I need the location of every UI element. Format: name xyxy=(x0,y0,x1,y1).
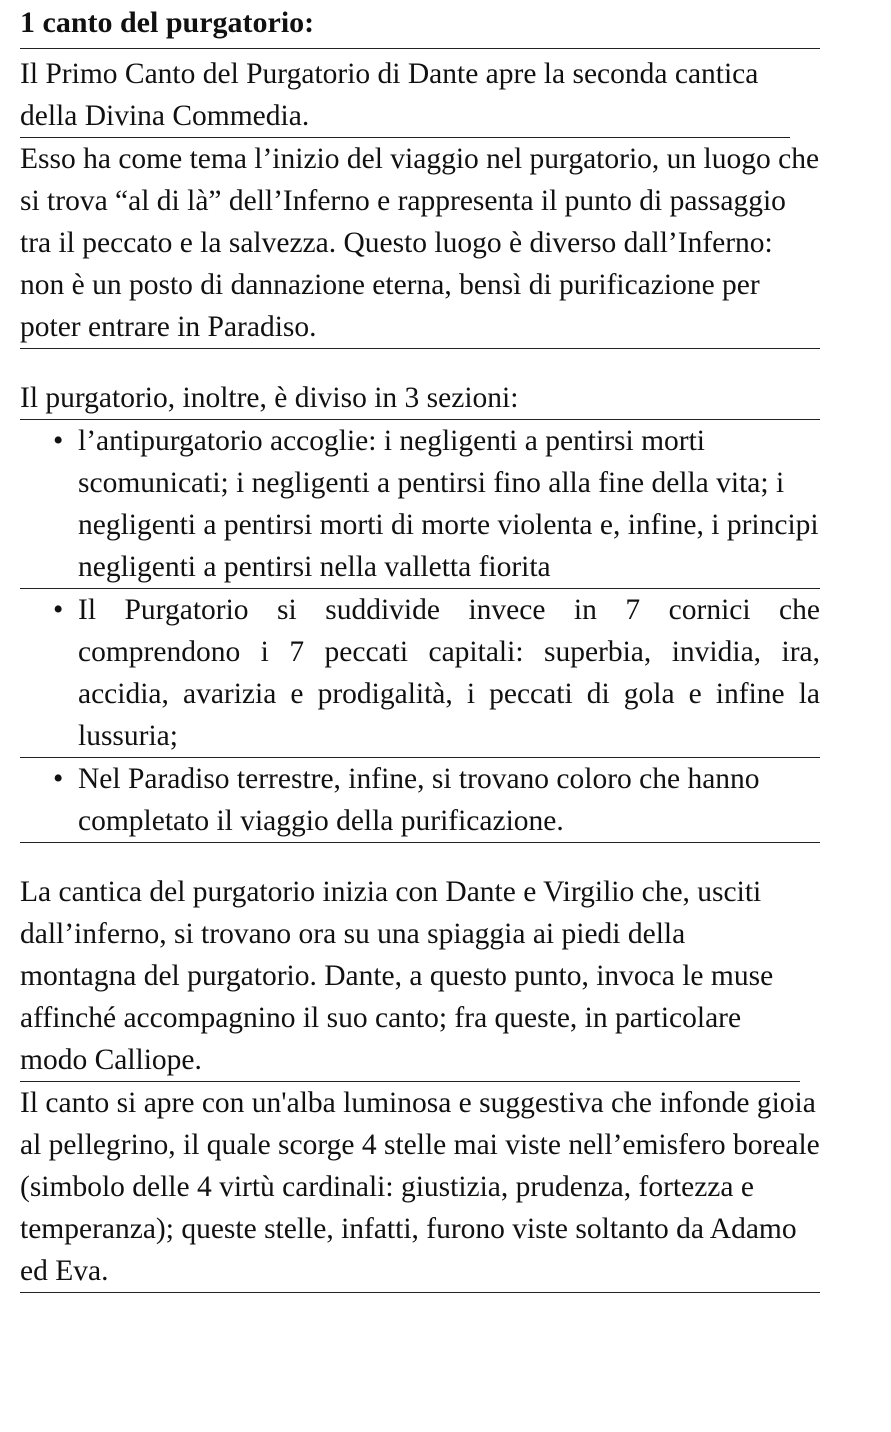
sections-list xyxy=(20,420,870,843)
list-item: • Il Purgatorio si suddivide invece in 7 cornici che comprendono i 7 peccati capitali: superbia, invidia, ira, accidia, avarizia e prodigalità, i peccati di gola e infine la lussuria; xyxy=(20,589,820,758)
intro-paragraph-2: Esso ha come tema l’inizio del viaggio nel purgatorio, un luogo che si trova “al di là” dell’Inferno e rappresenta il punto di passaggio tra il peccato e la salvezza. Questo luogo è diverso dall’Inferno: non è un posto di dannazione eterna, bensì di purificazione per poter entrare in Paradiso. xyxy=(20,138,820,349)
spacer xyxy=(20,843,870,871)
spacer xyxy=(20,349,870,377)
page-title: 1 canto del purgatorio: xyxy=(20,2,820,49)
closing-paragraph-2: Il canto si apre con un'alba luminosa e suggestiva che infonde gioia al pellegrino, il quale scorge 4 stelle mai viste nell’emisfero boreale (simbolo delle 4 virtù cardinali: giustizia, prudenza, fortezza e temperanza); queste stelle, infatti, furono viste soltanto da Adamo ed Eva. xyxy=(20,1082,820,1293)
intro-paragraph-1: Il Primo Canto del Purgatorio di Dante apre la seconda cantica della Divina Commedia. xyxy=(20,49,790,138)
closing-paragraph-1: La cantica del purgatorio inizia con Dante e Virgilio che, usciti dall’inferno, si trovano ora su una spiaggia ai piedi della montagna del purgatorio. Dante, a questo punto, invoca le muse affinché accompagnino il suo canto; fra queste, in particolare modo Calliope. xyxy=(20,871,800,1082)
document-page xyxy=(20,0,870,1293)
sections-heading: Il purgatorio, inoltre, è diviso in 3 sezioni: xyxy=(20,377,820,420)
list-item: • Nel Paradiso terrestre, infine, si trovano coloro che hanno completato il viaggio della purificazione. xyxy=(20,758,820,843)
list-item: • l’antipurgatorio accoglie: i negligenti a pentirsi morti scomunicati; i negligenti a pentirsi fino alla fine della vita; i negligenti a pentirsi morti di morte violenta e, infine, i principi negligenti a pentirsi nella valletta fiorita xyxy=(20,420,820,589)
